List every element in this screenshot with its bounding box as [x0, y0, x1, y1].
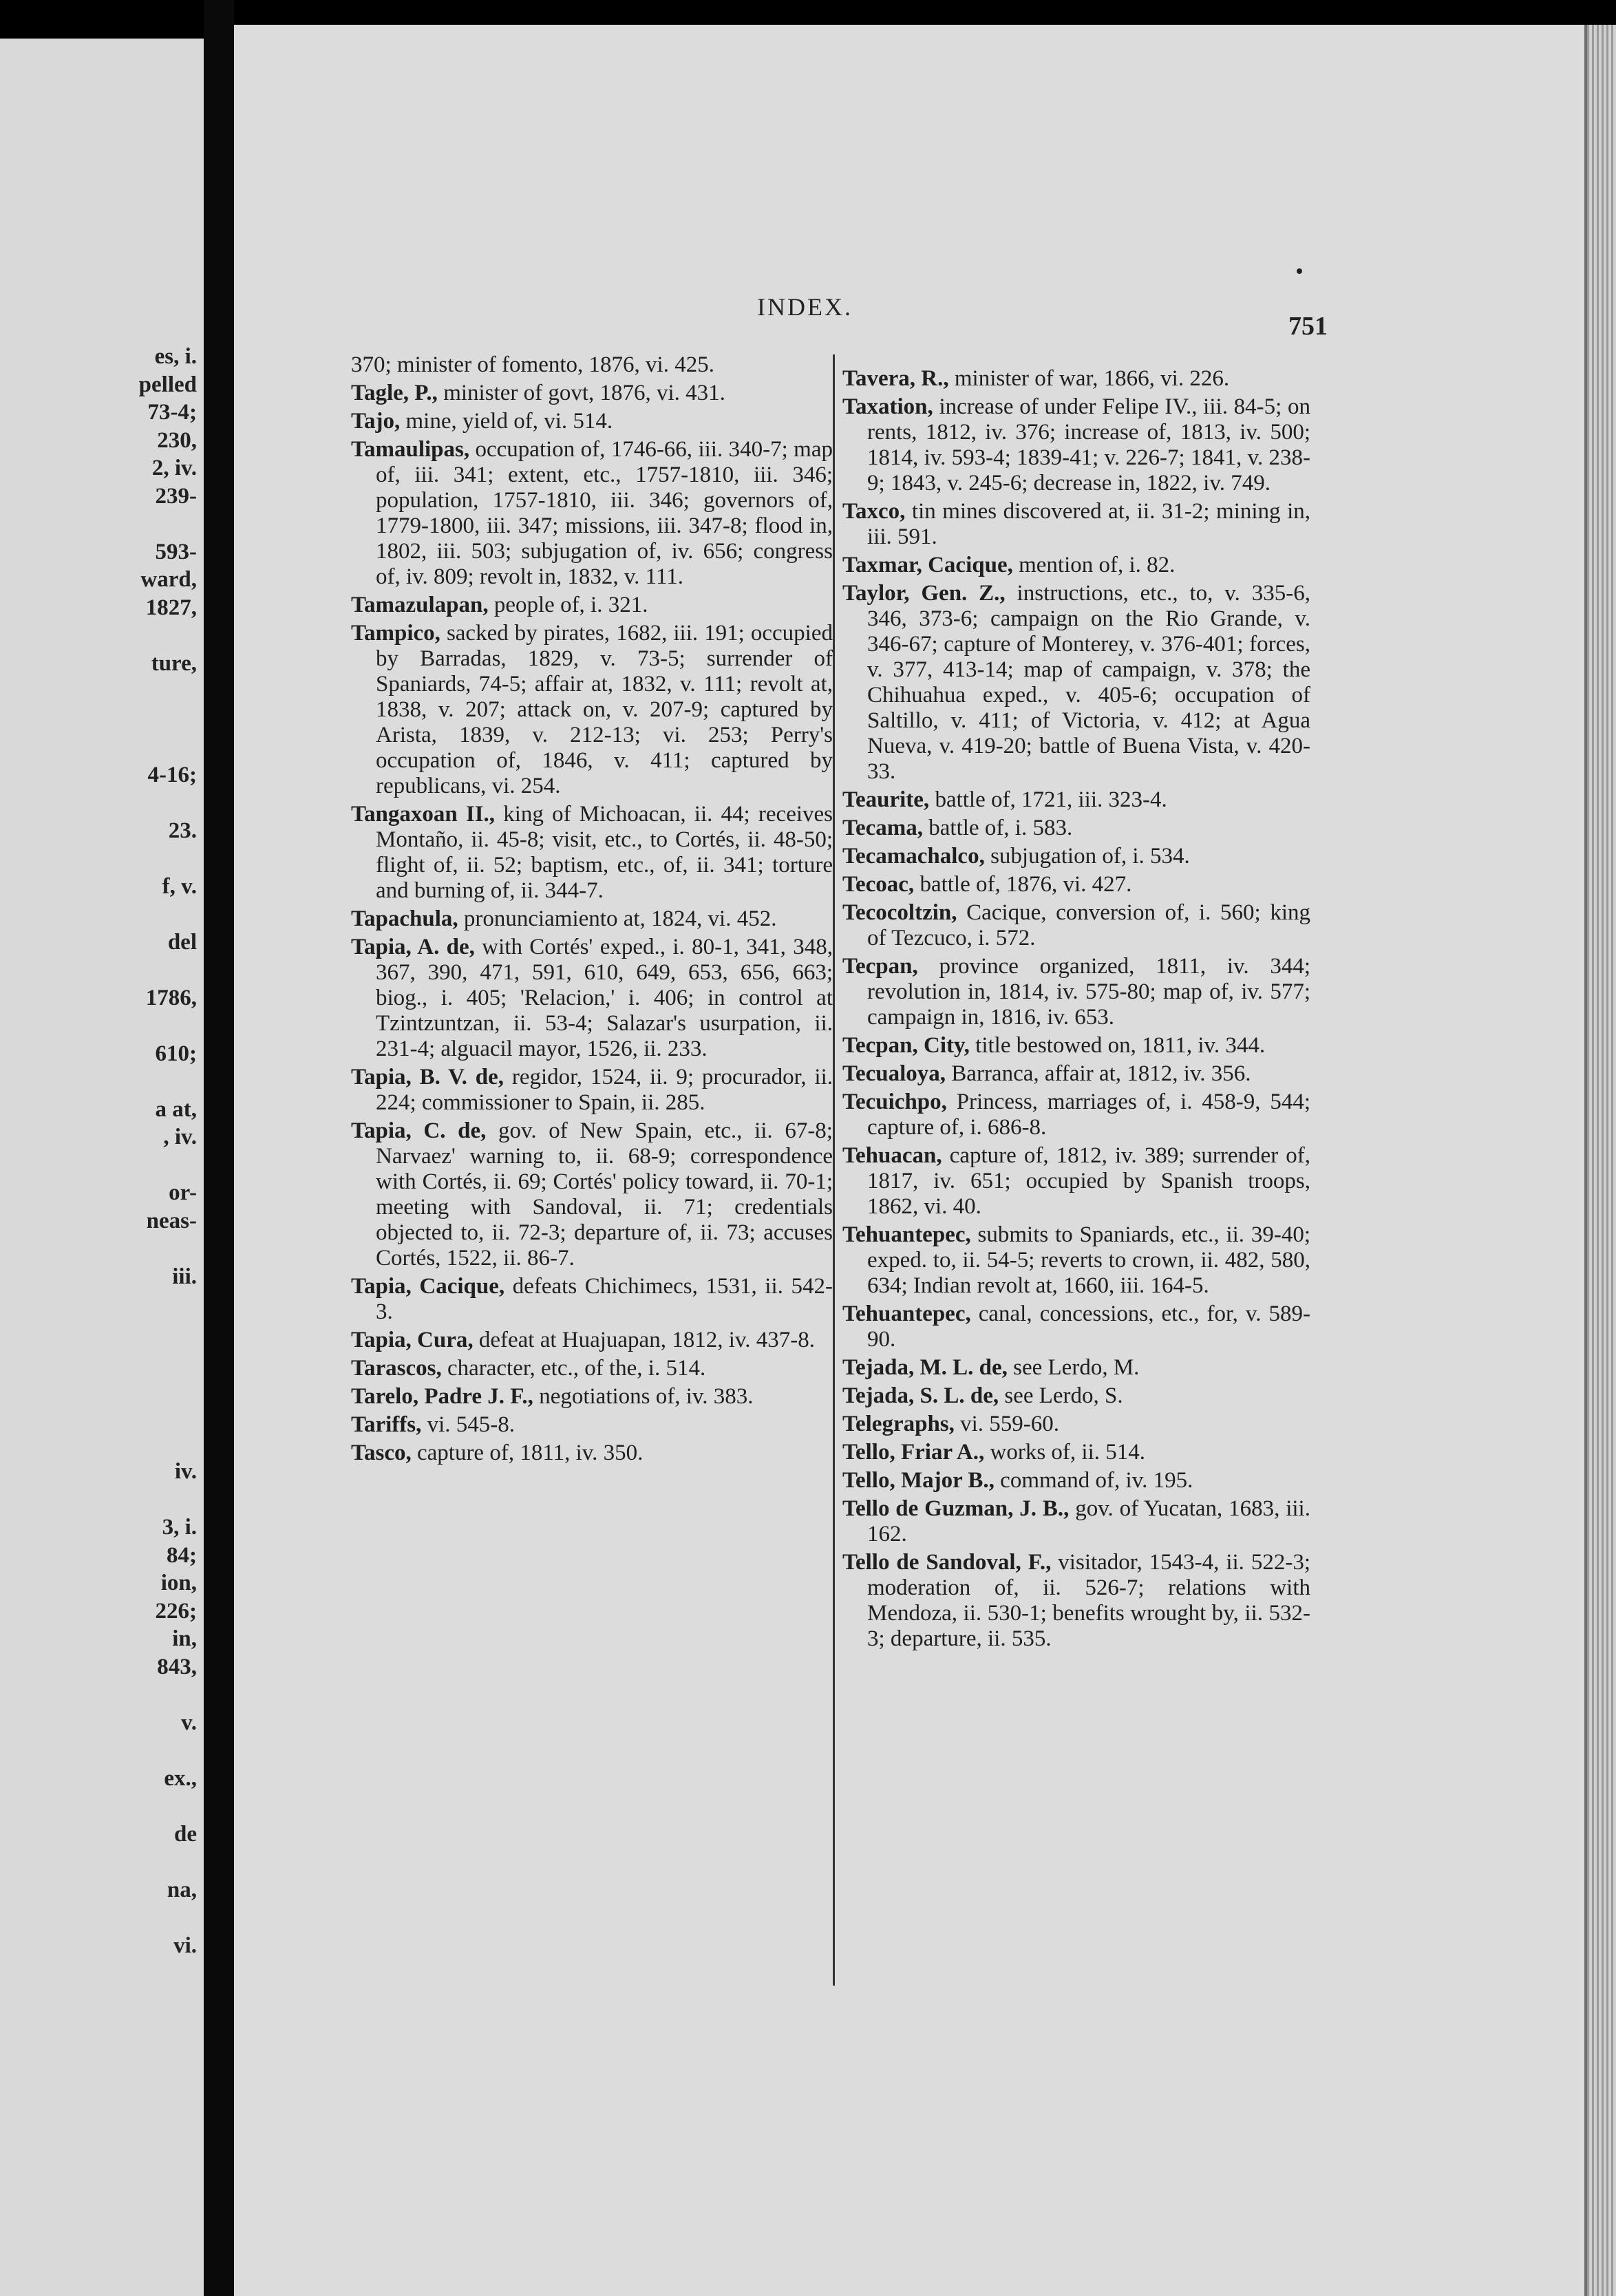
index-entry [842, 1222, 1310, 1299]
index-entry [351, 1412, 833, 1438]
index-entry [842, 900, 1310, 951]
entry-heading: Tecpan, [842, 954, 918, 979]
entry-references: canal, concessions, etc., for, v. 589-90. [867, 1301, 1310, 1352]
index-entry [842, 1468, 1310, 1494]
entry-heading: Tejada, S. L. de, [842, 1383, 999, 1408]
entry-references: minister of govt, 1876, vi. 431. [437, 381, 725, 405]
entry-heading: Taxation, [842, 394, 933, 419]
entry-references: vi. 545-8. [421, 1412, 515, 1437]
entry-references: battle of, 1876, vi. 427. [914, 872, 1132, 897]
index-entry [351, 906, 833, 932]
entry-heading: Tarelo, Padre J. F., [351, 1384, 533, 1409]
entry-heading: Tehuantepec, [842, 1301, 971, 1326]
left-page-fragment: 593- [155, 539, 197, 564]
entry-references: mention of, i. 82. [1012, 553, 1176, 577]
entry-heading: Tapia, A. de, [351, 935, 475, 959]
left-page-fragment: es, i. [154, 344, 197, 369]
left-page-fragment: 239- [155, 483, 197, 509]
left-page-fragment: 84; [167, 1542, 197, 1568]
index-entry [351, 437, 833, 590]
entry-references: tin mines discovered at, ii. 31-2; mining in, iii. 591. [867, 499, 1310, 549]
index-entry [842, 499, 1310, 550]
index-entry [842, 1383, 1310, 1409]
index-entry [842, 872, 1310, 897]
index-entry [351, 621, 833, 799]
index-entry [842, 1440, 1310, 1465]
entry-heading: Tehuacan, [842, 1143, 942, 1168]
index-entry [842, 787, 1310, 813]
left-page-fragment: iv. [174, 1459, 197, 1484]
entry-references: works of, ii. 514. [984, 1440, 1145, 1465]
left-page-fragment: 2, iv. [151, 456, 197, 480]
entry-heading: Telegraphs, [842, 1412, 955, 1436]
entry-references: king of Michoacan, ii. 44; receives Montaño, ii. 45-8; visit, etc., to Cortés, ii. 48-50; flight of, ii. 52; baptism, etc., of, ii. 341; torture and burning of, ii. 344-7. [376, 802, 833, 903]
index-entry [351, 409, 833, 434]
entry-references: character, etc., of the, i. 514. [441, 1356, 706, 1381]
entry-references: minister of war, 1866, vi. 226. [948, 366, 1230, 391]
left-page-fragment: pelled [138, 372, 197, 397]
entry-heading: Tello, Friar A., [842, 1440, 985, 1465]
index-entry [842, 394, 1310, 496]
entry-heading: Tariffs, [351, 1412, 422, 1437]
left-page-fragment: 226; [155, 1598, 197, 1624]
index-entry [842, 1143, 1310, 1220]
entry-heading: Taylor, Gen. Z., [842, 581, 1006, 606]
entry-heading: Tapia, Cacique, [351, 1274, 505, 1299]
index-entry [351, 1384, 833, 1410]
entry-heading: Tagle, P., [351, 381, 438, 405]
index-entry [842, 553, 1310, 578]
entry-references: battle of, i. 583. [923, 816, 1073, 840]
entry-references: defeat at Huajuapan, 1812, iv. 437-8. [473, 1328, 815, 1352]
left-page-fragment: in, [172, 1626, 197, 1651]
entry-references: Barranca, affair at, 1812, iv. 356. [946, 1061, 1251, 1086]
index-entry [351, 935, 833, 1062]
entry-heading: Tecpan, City, [842, 1033, 970, 1058]
index-entry [842, 1412, 1310, 1437]
left-page-fragment: na, [167, 1877, 197, 1902]
entry-references: command of, iv. 195. [994, 1468, 1193, 1493]
index-entry [351, 1356, 833, 1381]
index-entry [842, 1550, 1310, 1652]
entry-references: battle of, 1721, iii. 323-4. [929, 787, 1167, 812]
index-entry [842, 581, 1310, 785]
entry-heading: Tejada, M. L. de, [842, 1355, 1008, 1380]
book-spine [204, 0, 234, 2296]
left-page-fragment: vi. [173, 1933, 197, 1958]
entry-references: regidor, 1524, ii. 9; procurador, ii. 224; commissioner to Spain, ii. 285. [376, 1065, 833, 1115]
index-column-right [842, 366, 1310, 1655]
entry-heading: Tampico, [351, 621, 440, 646]
entry-heading: Tecocoltzin, [842, 900, 957, 925]
entry-references: defeats Chichimecs, 1531, ii. 542-3. [376, 1274, 833, 1324]
index-entry [842, 1033, 1310, 1059]
index-entry [842, 954, 1310, 1030]
entry-heading: Tehuantepec, [842, 1222, 971, 1247]
entry-heading: Tamazulapan, [351, 593, 489, 617]
entry-references: capture of, 1812, iv. 389; surrender of, 1817, iv. 651; occupied by Spanish troops, 1862, vi. 40. [867, 1143, 1310, 1219]
entry-references: title bestowed on, 1811, iv. 344. [969, 1033, 1266, 1058]
index-entry [842, 1301, 1310, 1352]
left-page-fragment: de [174, 1821, 197, 1847]
index-entry [842, 1355, 1310, 1381]
entry-heading: Tecualoya, [842, 1061, 946, 1086]
entry-references: Cacique, conversion of, i. 560; king of Tezcuco, i. 572. [867, 900, 1310, 950]
running-head: INDEX. [757, 293, 853, 321]
entry-heading: Tecama, [842, 816, 924, 840]
entry-heading: Tello de Guzman, J. B., [842, 1496, 1070, 1521]
entry-references: province organized, 1811, iv. 344; revolution in, 1814, iv. 575-80; map of, iv. 577; campaign in, 1816, iv. 653. [867, 954, 1310, 1030]
left-page-fragment: neas- [146, 1208, 197, 1233]
entry-heading: Teaurite, [842, 787, 930, 812]
entry-references: mine, yield of, vi. 514. [400, 409, 613, 434]
entry-references: negotiations of, iv. 383. [533, 1384, 754, 1409]
index-entry [351, 1441, 833, 1466]
entry-references: see Lerdo, S. [999, 1383, 1123, 1408]
entry-references: increase of under Felipe IV., iii. 84-5; on rents, 1812, iv. 376; increase of, 1813, iv. 500; 1814, iv. 593-4; 1839-41; v. 226-7; 1841, v. 238-9; 1843, v. 245-6; decrease in, 1822, iv. 749. [867, 394, 1310, 496]
entry-references: gov. of New Spain, etc., ii. 67-8; Narvaez' warning to, ii. 68-9; correspondence with Cortés, ii. 69; Cortés' policy toward, ii. 70-1; meeting with Sandoval, ii. 71; credentials objected to, ii. 72-3; departure of, ii. 73; accuses Cortés, 1522, ii. 86-7. [376, 1118, 833, 1271]
entry-references: sacked by pirates, 1682, iii. 191; occupied by Barradas, 1829, v. 73-5; surrender of Spaniards, 74-5; affair at, 1832, v. 111; revolt at, 1838, v. 207; attack on, v. 207-9; captured by Arista, 1839, v. 212-13; vi. 253; Perry's occupation of, 1846, v. 411; captured by republicans, vi. 254. [376, 621, 833, 798]
entry-references: 370; minister of fomento, 1876, vi. 425. [351, 352, 714, 377]
entry-heading: Tapia, B. V. de, [351, 1065, 504, 1089]
entry-heading: Tajo, [351, 409, 401, 434]
left-page-fragment: v. [181, 1710, 197, 1735]
entry-references: with Cortés' exped., i. 80-1, 341, 348, 367, 390, 471, 591, 610, 649, 653, 656, 663; biog., i. 405; 'Relacion,' i. 406; in control at Tzintzuntzan, ii. 53-4; Salazar's usurpation, ii. 231-4; alguacil mayor, 1526, ii. 233. [376, 935, 833, 1061]
entry-heading: Taxmar, Cacique, [842, 553, 1013, 577]
index-entry [842, 1496, 1310, 1547]
left-page-fragment: 73-4; [147, 400, 197, 425]
entry-references: capture of, 1811, iv. 350. [411, 1441, 644, 1465]
printer-dot [1297, 268, 1302, 274]
left-page-fragment: f, v. [162, 873, 197, 899]
left-page-fragment: ex., [164, 1765, 197, 1791]
left-page-fragment: 843, [157, 1654, 197, 1679]
column-rule [833, 354, 835, 1986]
page-edges [1584, 25, 1616, 2296]
entry-references: Princess, marriages of, i. 458-9, 544; capture of, i. 686-8. [867, 1089, 1310, 1140]
left-page-fragment: a at, [155, 1096, 197, 1122]
entry-heading: Tavera, R., [842, 366, 949, 391]
entry-heading: Tello, Major B., [842, 1468, 995, 1493]
left-page-fragment: 230, [157, 427, 197, 453]
entry-heading: Taxco, [842, 499, 906, 524]
index-entry [351, 1118, 833, 1271]
entry-references: see Lerdo, M. [1007, 1355, 1140, 1380]
entry-heading: Tello de Sandoval, F., [842, 1550, 1052, 1575]
left-page-fragment: del [167, 929, 197, 955]
entry-references: visitador, 1543-4, ii. 522-3; moderation of, ii. 526-7; relations with Mendoza, ii. 530-1; benefits wrought by, ii. 532-3; departure, ii. 535. [867, 1550, 1310, 1651]
left-page-fragment: ture, [151, 650, 197, 676]
index-entry [842, 816, 1310, 841]
left-page-fragment: 3, i. [162, 1515, 197, 1540]
entry-references: subjugation of, i. 534. [984, 844, 1190, 869]
left-page-fragment: 1827, [145, 595, 197, 620]
index-column-left [351, 352, 833, 1469]
index-entry [351, 1328, 833, 1353]
left-page-fragment: 23. [168, 818, 197, 843]
left-page-fragment: , iv. [163, 1125, 197, 1149]
entry-heading: Tamaulipas, [351, 437, 470, 462]
entry-references: people of, i. 321. [488, 593, 648, 617]
entry-heading: Tapia, Cura, [351, 1328, 474, 1352]
page-number: 751 [1288, 312, 1328, 341]
entry-references: gov. of Yucatan, 1683, iii. 162. [867, 1496, 1310, 1546]
index-entry [842, 844, 1310, 869]
entry-heading: Tarascos, [351, 1356, 442, 1381]
left-page-fragment: 1786, [145, 985, 197, 1010]
entry-references: submits to Spaniards, etc., ii. 39-40; exped. to, ii. 54-5; reverts to crown, ii. 482, 580, 634; Indian revolt at, 1660, iii. 164-5. [867, 1222, 1310, 1298]
index-entry [842, 1089, 1310, 1140]
entry-references: vi. 559-60. [954, 1412, 1060, 1436]
left-page-fragment: iii. [172, 1264, 197, 1289]
left-page-fragment: or- [169, 1180, 197, 1205]
index-entry [351, 352, 833, 378]
entry-heading: Tapia, C. de, [351, 1118, 487, 1143]
entry-heading: Tasco, [351, 1441, 412, 1465]
entry-references: instructions, etc., to, v. 335-6, 346, 373-6; campaign on the Rio Grande, v. 346-67; capture of Monterey, v. 376-401; forces, v. 377, 413-14; map of campaign, v. 378; the Chihuahua exped., v. 405-6; occupation of Saltillo, v. 411; of Victoria, v. 412; at Agua Nueva, v. 419-20; battle of Buena Vista, v. 420-33. [867, 581, 1310, 784]
left-page-fragment: ward, [140, 567, 197, 592]
entry-references: pronunciamiento at, 1824, vi. 452. [458, 906, 777, 931]
left-page-fragment: 610; [155, 1041, 197, 1066]
index-entry [842, 1061, 1310, 1087]
entry-heading: Tapachula, [351, 906, 458, 931]
entry-references: occupation of, 1746-66, iii. 340-7; map of, iii. 341; extent, etc., 1757-1810, iii. 346; population, 1757-1810, iii. 346; governors of, 1779-1800, iii. 347; missions, iii. 347-8; flood in, 1802, iii. 503; subjugation of, iv. 656; congress of, iv. 809; revolt in, 1832, v. 111. [376, 437, 833, 589]
left-page-fragment: ion, [160, 1571, 197, 1595]
entry-heading: Tecoac, [842, 872, 915, 897]
left-page-fragment: 4-16; [147, 762, 197, 787]
index-entry [351, 1065, 833, 1116]
entry-heading: Tangaxoan II., [351, 802, 496, 827]
entry-heading: Tecamachalco, [842, 844, 985, 869]
index-entry [351, 802, 833, 904]
index-entry [351, 1274, 833, 1325]
index-entry [351, 381, 833, 406]
index-entry [351, 593, 833, 618]
entry-heading: Tecuichpo, [842, 1089, 947, 1114]
index-entry [842, 366, 1310, 392]
